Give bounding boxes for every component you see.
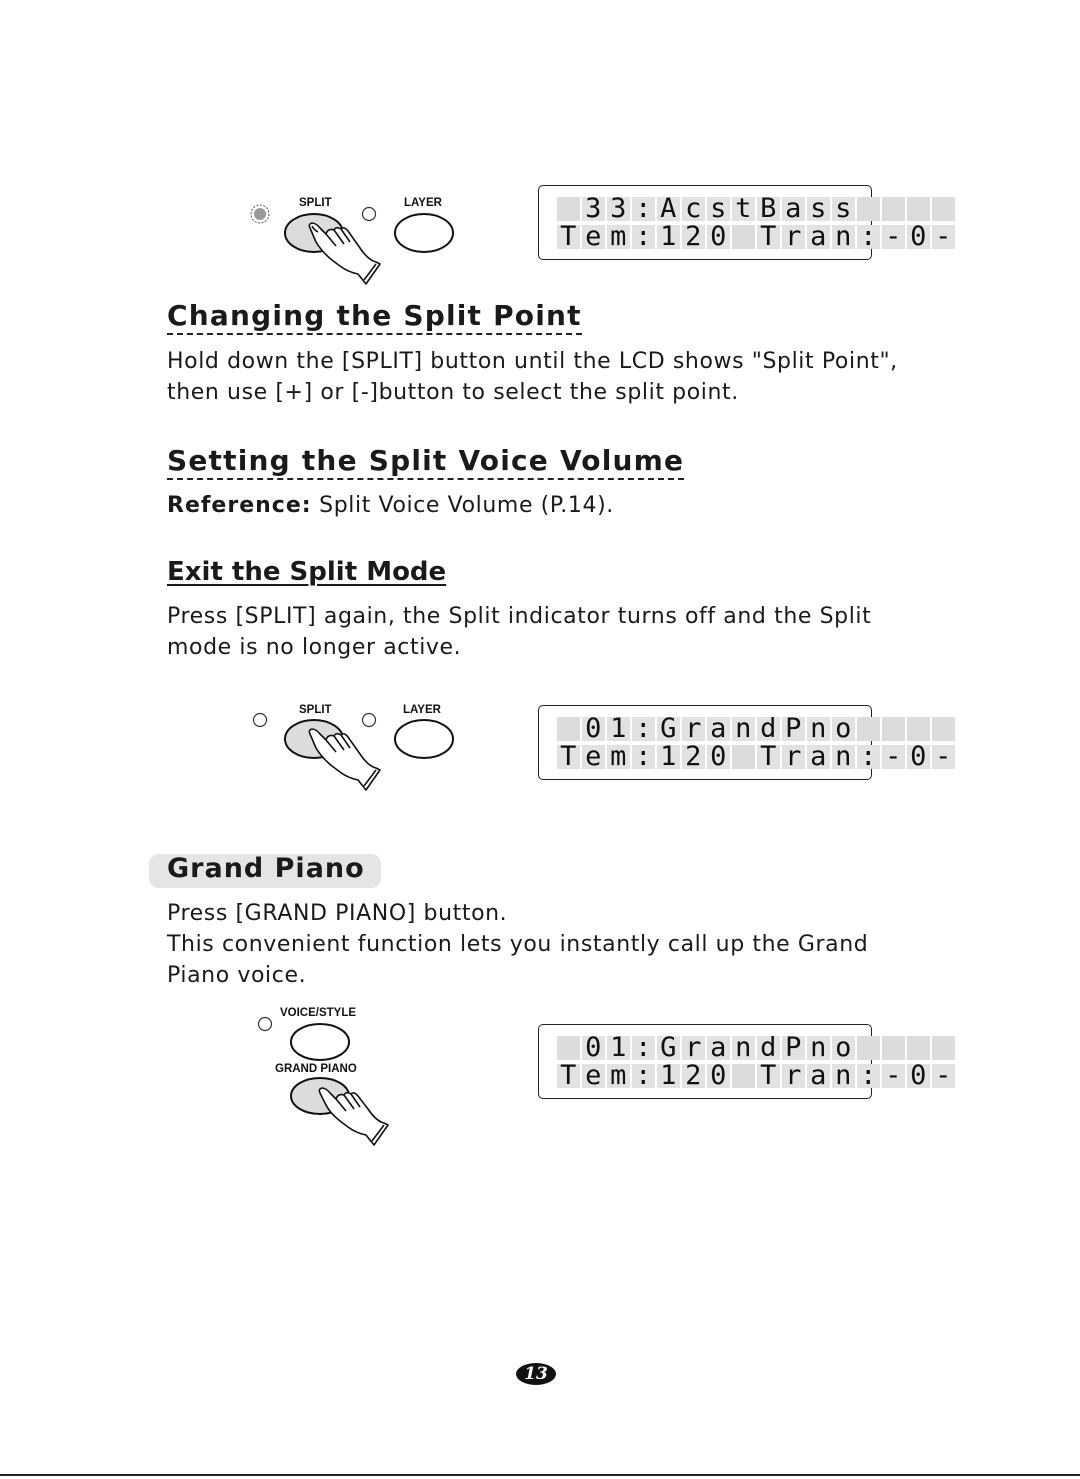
reference-label: Reference: (167, 493, 312, 518)
lcd-character: 2 (682, 1064, 705, 1088)
lcd-character: 3 (582, 197, 605, 221)
lcd-character: : (857, 1064, 880, 1088)
lcd-character: n (832, 225, 855, 249)
lcd-character: n (732, 717, 755, 741)
pressing-hand-icon (319, 1088, 388, 1145)
lcd-character (882, 197, 905, 221)
lcd-character: e (582, 225, 605, 249)
split-layer-panel-illustration (240, 698, 480, 798)
pressing-hand-icon (309, 223, 380, 284)
lcd-character: - (882, 745, 905, 769)
lcd-character: B (757, 197, 780, 221)
lcd-character: T (757, 1064, 780, 1088)
lcd-character: n (832, 745, 855, 769)
lcd-character: a (807, 225, 830, 249)
lcd-character: d (757, 717, 780, 741)
split-volume-reference (167, 490, 614, 521)
lcd-line-2 (557, 745, 957, 769)
lcd-character (557, 197, 580, 221)
text-line: Piano voice. (167, 963, 307, 988)
layer-indicator-led (363, 208, 376, 221)
lcd-character (857, 717, 880, 741)
text-line: Hold down the [SPLIT] button until the LCD shows "Split Point", (167, 349, 898, 374)
voice-style-indicator-led (259, 1018, 272, 1031)
text-line: Press [GRAND PIANO] button. (167, 901, 508, 926)
lcd-display (538, 1024, 952, 1099)
text-line: mode is no longer active. (167, 635, 462, 660)
lcd-character: e (582, 1064, 605, 1088)
lcd-line-2 (557, 1064, 957, 1088)
split-button-label: SPLIT (299, 704, 332, 716)
lcd-character: a (707, 1036, 730, 1060)
page-number: 13 (516, 1363, 556, 1385)
lcd-character: : (632, 745, 655, 769)
voice-style-button-label: VOICE/STYLE (280, 1007, 357, 1019)
lcd-character: r (682, 1036, 705, 1060)
layer-indicator-led (363, 714, 376, 727)
lcd-character: 0 (907, 225, 930, 249)
lcd-character: t (732, 197, 755, 221)
lcd-character: n (807, 717, 830, 741)
text-line: This convenient function lets you instantly call up the Grand (167, 932, 869, 957)
lcd-character (907, 197, 930, 221)
text-line: Press [SPLIT] again, the Split indicator turns off and the Split (167, 604, 872, 629)
lcd-character: n (732, 1036, 755, 1060)
lcd-character: 0 (707, 745, 730, 769)
lcd-character: 1 (607, 717, 630, 741)
layer-button-label: LAYER (404, 197, 442, 209)
lcd-character: : (632, 1036, 655, 1060)
lcd-character: s (832, 197, 855, 221)
lcd-character: o (832, 1036, 855, 1060)
lcd-character (882, 717, 905, 741)
lcd-character: 0 (907, 1064, 930, 1088)
lcd-character: : (632, 1064, 655, 1088)
lcd-character: n (807, 1036, 830, 1060)
lcd-character: P (782, 717, 805, 741)
lcd-character: e (582, 745, 605, 769)
lcd-character: T (557, 1064, 580, 1088)
lcd-character: n (832, 1064, 855, 1088)
section-heading-grand-piano: Grand Piano (167, 853, 365, 884)
lcd-character: G (657, 1036, 680, 1060)
split-button-label: SPLIT (299, 197, 332, 209)
lcd-character: - (932, 745, 955, 769)
lcd-line-1 (557, 1036, 957, 1060)
lcd-line-1 (557, 197, 957, 221)
lcd-character: s (707, 197, 730, 221)
section-heading-exit-split: Exit the Split Mode (167, 557, 447, 587)
lcd-character: r (682, 717, 705, 741)
lcd-character (732, 745, 755, 769)
lcd-line-1 (557, 717, 957, 741)
grand-piano-panel-illustration (250, 1005, 410, 1155)
grand-piano-button-label: GRAND PIANO (275, 1063, 357, 1075)
lcd-display (538, 705, 952, 780)
lcd-character: 1 (607, 1036, 630, 1060)
lcd-character: 0 (707, 1064, 730, 1088)
lcd-character: T (757, 745, 780, 769)
lcd-character: d (757, 1036, 780, 1060)
lcd-character: r (782, 225, 805, 249)
lcd-character (557, 717, 580, 741)
lcd-character (932, 197, 955, 221)
lcd-character: a (807, 745, 830, 769)
lcd-character: s (807, 197, 830, 221)
lcd-character: m (607, 745, 630, 769)
lcd-character: 0 (582, 1036, 605, 1060)
lcd-character: : (632, 717, 655, 741)
lcd-character: m (607, 1064, 630, 1088)
lcd-character: 3 (607, 197, 630, 221)
lcd-character: 0 (582, 717, 605, 741)
lcd-character: G (657, 717, 680, 741)
lcd-character: T (557, 745, 580, 769)
lcd-character (857, 1036, 880, 1060)
exit-split-instructions (167, 601, 871, 663)
reference-text: Split Voice Volume (P.14). (311, 493, 614, 518)
lcd-character (882, 1036, 905, 1060)
lcd-character: 1 (657, 225, 680, 249)
lcd-character: T (557, 225, 580, 249)
lcd-character: m (607, 225, 630, 249)
lcd-character: 2 (682, 745, 705, 769)
lcd-character: : (632, 225, 655, 249)
lcd-character: - (882, 225, 905, 249)
lcd-character: : (857, 225, 880, 249)
lcd-character: T (757, 225, 780, 249)
layer-button[interactable] (395, 214, 453, 252)
lcd-character: r (782, 1064, 805, 1088)
split-indicator-led-lit (251, 205, 269, 223)
lcd-character: - (932, 225, 955, 249)
lcd-character: a (782, 197, 805, 221)
lcd-character: 2 (682, 225, 705, 249)
lcd-character (557, 1036, 580, 1060)
lcd-character: - (932, 1064, 955, 1088)
lcd-character: c (682, 197, 705, 221)
lcd-character: P (782, 1036, 805, 1060)
split-indicator-led-off (254, 714, 267, 727)
lcd-character (732, 1064, 755, 1088)
lcd-character: a (707, 717, 730, 741)
split-point-instructions (167, 346, 898, 408)
lcd-character (732, 225, 755, 249)
lcd-character: - (882, 1064, 905, 1088)
lcd-display (538, 185, 952, 260)
lcd-character: r (782, 745, 805, 769)
pressing-hand-icon (309, 729, 380, 790)
lcd-character: 1 (657, 745, 680, 769)
lcd-character: : (857, 745, 880, 769)
lcd-line-2 (557, 225, 957, 249)
page-bottom-rule (0, 1474, 1080, 1476)
layer-button-label: LAYER (403, 704, 441, 716)
text-line: then use [+] or [-]button to select the split point. (167, 380, 739, 405)
lcd-character (907, 717, 930, 741)
lcd-character: 0 (707, 225, 730, 249)
voice-style-button[interactable] (291, 1024, 349, 1060)
lcd-character (857, 197, 880, 221)
layer-button[interactable] (395, 720, 453, 758)
lcd-character: o (832, 717, 855, 741)
lcd-character: 0 (907, 745, 930, 769)
lcd-character: 1 (657, 1064, 680, 1088)
lcd-character (932, 1036, 955, 1060)
lcd-character: a (807, 1064, 830, 1088)
section-heading-split-volume: Setting the Split Voice Volume (167, 445, 684, 480)
section-heading-split-point: Changing the Split Point (167, 300, 582, 335)
lcd-character: A (657, 197, 680, 221)
lcd-character (907, 1036, 930, 1060)
split-layer-panel-illustration (240, 190, 480, 290)
grand-piano-instructions (167, 898, 868, 991)
lcd-character (932, 717, 955, 741)
lcd-character: : (632, 197, 655, 221)
